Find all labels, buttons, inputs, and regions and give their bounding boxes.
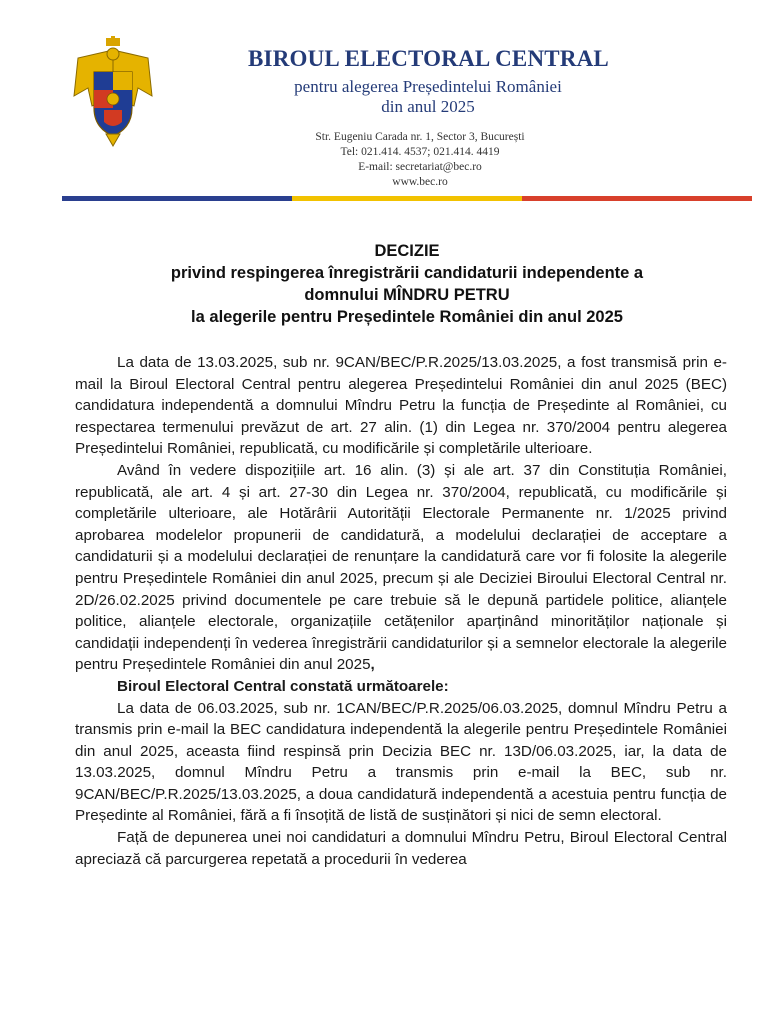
paragraph-3: La data de 06.03.2025, sub nr. 1CAN/BEC/P.R.2025/06.03.2025, domnul Mîndru Petru a transmis prin e-mail la BEC candidatura independentă la alegerile pentru Președintele României din anul 2025, aceasta fiind respinsă prin Decizia BEC nr. 13D/06.03.2025, iar, la data de 13.03.2025, domnul Mîndru Petru a transmis prin e-mail la BEC, sub nr. 9CAN/BEC/P.R.2025/13.03.2025, a doua candidatură independentă a acestuia pentru funcția de Președinte al României, fără a fi însoțită de listă de susținători și nici de semn electoral. [75, 699, 727, 825]
paragraph-1: La data de 13.03.2025, sub nr. 9CAN/BEC/P.R.2025/13.03.2025, a fost transmisă prin e-mail la Biroul Electoral Central pentru alegerea Președintelui României din anul 2025 (BEC) candidatura independentă a domnului Mîndru Petru la funcția de Președinte al României, cu respectarea termenului prevăzut de art. 27 alin. (1) din Legea nr. 370/2004 pentru alegerea Președintelui României, republicată, cu modificările și completările ulterioare. [75, 354, 727, 458]
paragraph-2 [75, 460, 727, 676]
header-phone: Tel: 021.414. 4537; 021.414. 4419 [340, 146, 500, 158]
romania-coat-of-arms-icon [70, 36, 156, 148]
decision-subject-line2: domnului MÎNDRU PETRU [304, 286, 510, 304]
header-title: BIROUL ELECTORAL CENTRAL [248, 46, 609, 71]
header-email: E-mail: secretariat@bec.ro [358, 161, 482, 173]
decision-subject-line1: privind respingerea înregistrării candidaturii independente a [170, 264, 644, 282]
decision-body [75, 352, 727, 870]
decision-title: DECIZIE [374, 242, 440, 260]
header-subtitle-year: din anul 2025 [381, 97, 475, 116]
paragraph-2-end: , [370, 656, 375, 674]
tricolor-divider [62, 196, 752, 201]
header-subtitle: pentru alegerea Președintelui României [294, 77, 562, 96]
header-address: Str. Eugeniu Carada nr. 1, Sector 3, București [315, 131, 525, 143]
paragraph-2-text: Având în vedere dispozițiile art. 16 alin. (3) și ale art. 37 din Constituția României, republicată, ale art. 4 și art. 27-30 din Legea nr. 370/2004, republicată, cu modificările și completările ulterioare, ale Hotărârii Autorității Electorale Permanente nr. 1/2025 privind aprobarea modelelor propunerii de candidatură, a modelului declarației de acceptare a candidaturii și a modelului declarației de renunțare la candidatură care vor fi folosite la alegerile pentru Președintele României din anul 2025, precum și ale Deciziei Biroului Electoral Central nr. 2D/26.02.2025 privind documentele pe care trebuie să le depună partidele politice, alianțele politice, alianțele electorale, organizațiile cetățenilor aparținând minorităților naționale și candidații independenți în vederea înregistrării candidaturilor și a semnelor electorale la alegerile pentru Președintele României din anul 2025 [75, 461, 727, 674]
decision-title-block [62, 240, 752, 328]
findings-heading: Biroul Electoral Central constată următoarele: [117, 677, 449, 695]
paragraph-4: Față de depunerea unei noi candidaturi a domnului Mîndru Petru, Biroul Electoral Central apreciază că parcurgerea repetată a procedurii în vederea [75, 829, 727, 868]
header-website: www.bec.ro [392, 176, 448, 188]
decision-subject-line3: la alegerile pentru Președintele României din anul 2025 [191, 308, 623, 326]
